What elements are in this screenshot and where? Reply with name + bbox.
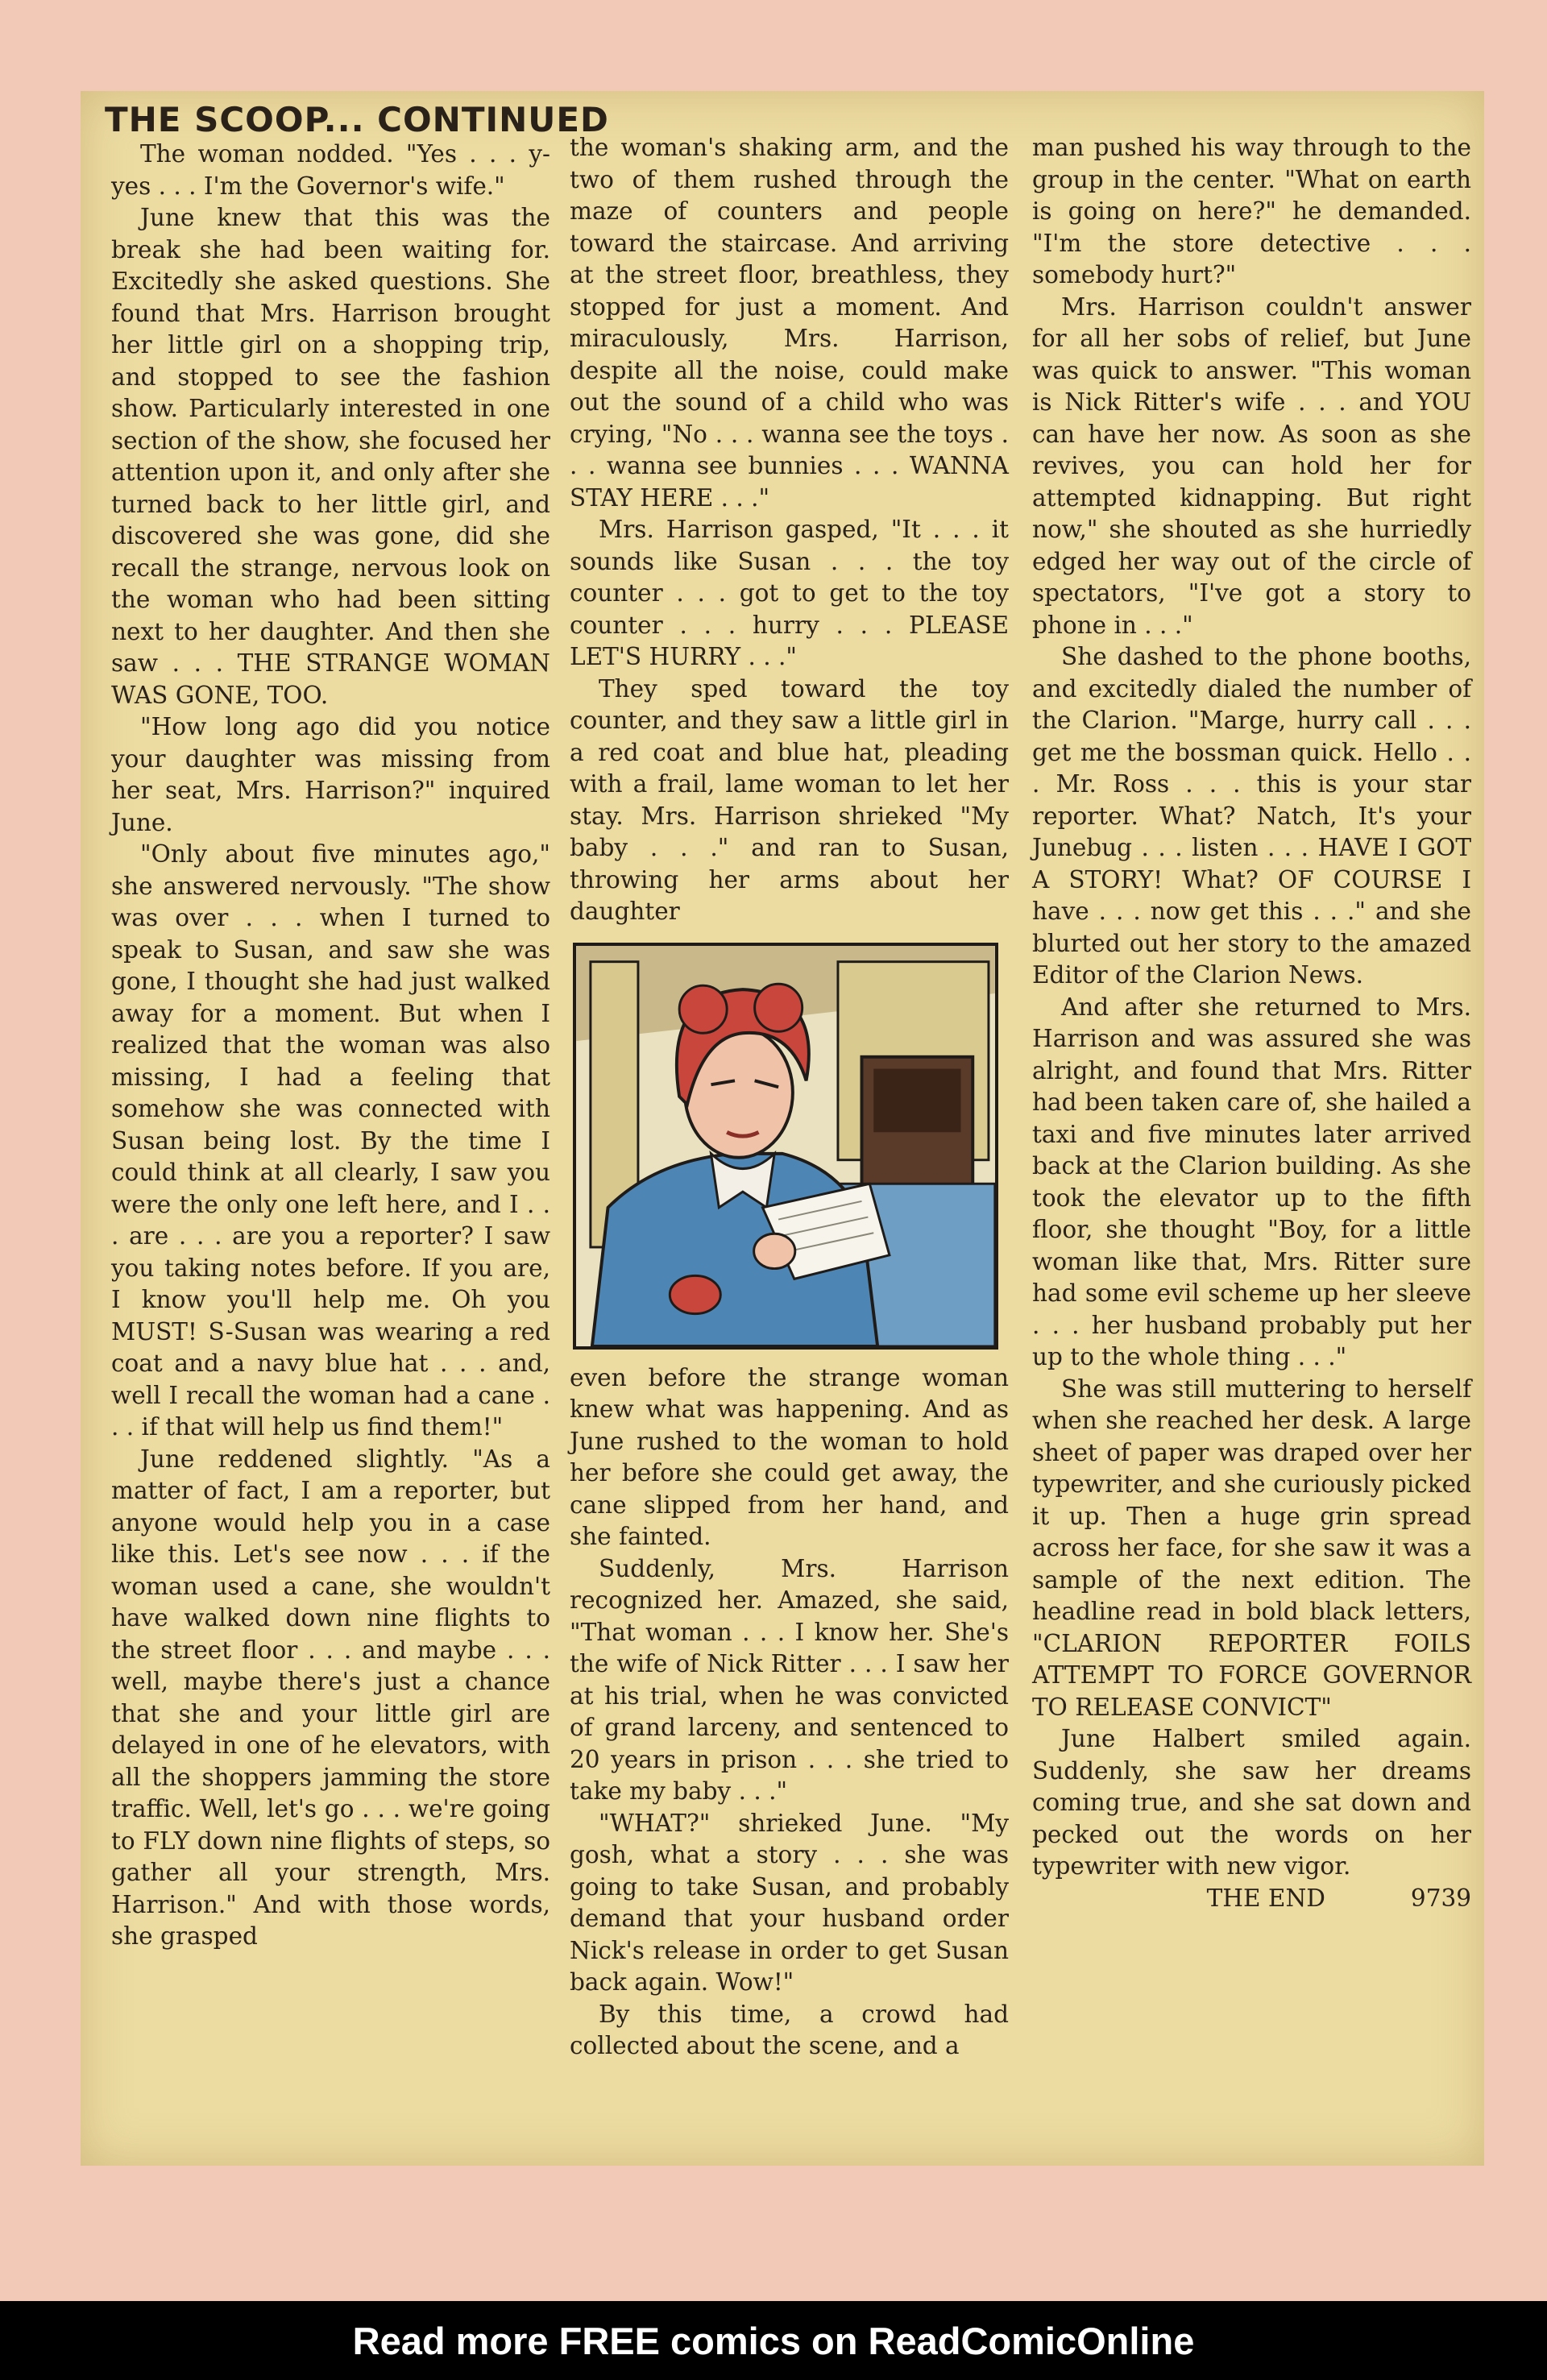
paragraph: June reddened slightly. "As a matter of fact, I am a reporter, but anyone would help you in a case like this. Let's see now . . . if the woman used a cane, she wouldn't have walked down nine flights to the street floor . . . and maybe . . . well, maybe there's just a chance that she and your little girl are delayed in one of he elevators, with all the shoppers jamming the store traffic. Well, let's go . . . we're going to FLY down nine flights of steps, so gather all your strength, Mrs. Harrison." And with those words, she grasped [111,1445,550,1950]
paragraph: "WHAT?" shrieked June. "My gosh, what a story . . . she was going to take Susan, and probably demand that your husband order Nick's release in order to get Susan back again. Wow!" [570,1809,1009,1996]
text-column-1 [111,139,550,1953]
paragraph: The woman nodded. "Yes . . . y-yes . . . I'm the Governor's wife." [111,140,550,200]
paragraph: Mrs. Harrison gasped, "It . . . it sounds like Susan . . . the toy counter . . . got to get to the toy counter . . . hurry . . . PLEASE LET'S HURRY . . ." [570,516,1009,670]
paragraph: She was still muttering to herself when she reached her desk. A large sheet of paper was draped over her typewriter, and she curiously picked it up. Then a huge grin spread across her face, for she saw it was a sample of the next edition. The headline read in bold black letters, "CLARION REPORTER FOILS ATTEMPT TO FORCE GOVERNOR TO RELEASE CONVICT" [1032,1375,1471,1721]
text-column-3 [1032,132,1471,1914]
paragraph: By this time, a crowd had collected about the scene, and a [570,2000,1009,2059]
footer-link[interactable]: Read more FREE comics on ReadComicOnline [352,2319,1195,2362]
paragraph: the woman's shaking arm, and the two of them rushed through the maze of counters and people toward the staircase. And arriving at the street floor, breathless, they stopped for just a moment. And miraculously, Mrs. Harrison, despite all the noise, could make out the sound of a child who was crying, "No . . . wanna see the toys . . . wanna see bunnies . . . WANNA STAY HERE . . ." [570,134,1009,512]
paragraph: They sped toward the toy counter, and they saw a little girl in a red coat and blue hat, pleading with a frail, lame woman to let her stay. Mrs. Harrison shrieked "My baby . . ." and ran to Susan, throwing her arms about her daughter [570,674,1009,925]
the-end-line [1032,1883,1471,1915]
page-code: 9739 [1410,1884,1471,1912]
paragraph: even before the strange woman knew what was happening. And as June rushed to the woman to hold her before she could get away, the cane slipped from her hand, and she fainted. [570,1363,1009,1550]
paragraph: June Halbert smiled again. Suddenly, she saw her dreams coming true, and she sat down and pecked out the words on her typewriter with new vigor. [1032,1725,1471,1880]
paragraph: June knew that this was the break she had been waiting for. Excitedly she asked questions. She found that Mrs. Harrison brought her little girl on a shopping trip, and stopped to see the fashion show. Particularly interested in one section of the show, she focused her attention upon it, and only after she turned back to her little girl, and discovered she was gone, did she recall the strange, nervous look on the woman who had been sitting next to her daughter. And then she saw . . . THE STRANGE WOMAN WAS GONE, TOO. [111,204,550,709]
paragraph: "Only about five minutes ago," she answered nervously. "The show was over . . . when I turned to speak to Susan, and saw she was gone, I thought she had just walked away for a moment. But when I realized that the woman was also missing, I had a feeling that somehow she was connected with Susan being lost. By the time I could think at all clearly, I saw you were the only one left here, and I . . . are . . . are you a reporter? I saw you taking notes before. If you are, I know you'll help me. Oh you MUST! S-Susan was wearing a red coat and a navy blue hat . . . and, well I recall the woman had a cane . . . if that will help us find them!" [111,840,550,1441]
panel-illustration [573,943,998,1350]
paragraph: Suddenly, Mrs. Harrison recognized her. Amazed, she said, "That woman . . . I know her. She's the wife of Nick Ritter . . . I saw her at his trial, when he was convicted of grand larceny, and sentenced to 20 years in prison . . . she tried to take my baby . . ." [570,1554,1009,1805]
paragraph: "How long ago did you notice your daughter was missing from her seat, Mrs. Harrison?" inquired June. [111,713,550,836]
page-heading: THE SCOOP... CONTINUED [105,100,609,139]
paragraph: She dashed to the phone booths, and excitedly dialed the number of the Clarion. "Marge, hurry call . . . get me the bossman quick. Hello . . . Mr. Ross . . . this is your star reporter. What? Natch, It's your Junebug . . . listen . . . HAVE I GOT A STORY! What? OF COURSE I have . . . now get this . . ." and she blurted out her story to the amazed Editor of the Clarion News. [1032,643,1471,989]
paragraph: And after she returned to Mrs. Harrison and was assured she was alright, and found that Mrs. Ritter had been taken care of, she hailed a taxi and five minutes later arrived back at the Clarion building. As she took the elevator up to the fifth floor, she thought "Boy, for a little woman like that, Mrs. Ritter sure had some evil scheme up her sleeve . . . her husband probably put her up to the whole thing . . ." [1032,993,1471,1370]
footer-banner[interactable] [0,2301,1547,2380]
the-end-label: THE END [1206,1884,1325,1912]
text-column-2 [570,132,1009,2063]
paragraph: man pushed his way through to the group in the center. "What on earth is going on here?" he demanded. "I'm the store detective . . . somebody hurt?" [1032,134,1471,288]
paragraph: Mrs. Harrison couldn't answer for all her sobs of relief, but June was quick to answer. "This woman is Nick Ritter's wife . . . and YOU can have her now. As soon as she revives, you can hold her for attempted kidnapping. But right now," she shouted as she hurriedly edged her way out of the circle of spectators, "I've got a story to phone in . . ." [1032,292,1471,639]
